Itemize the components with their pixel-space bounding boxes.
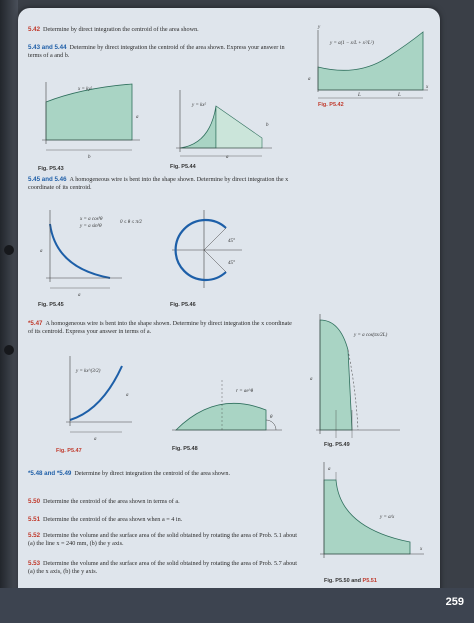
binder-edge [0,0,18,623]
problem-text: Determine the centroid of the area shown when a = 4 in. [43,516,183,523]
figure-p5-42 [298,22,430,108]
figure-p5-50-drawing [300,458,430,568]
problem-5-50 [28,498,298,506]
page-number: 259 [445,596,464,608]
dimension-label: b [88,155,91,160]
problem-text: Determine the volume and the surface area of the solid obtained by rotating the area of Prob. 5.1 about (a) the line x = 240 mm, (b) the y axis. [28,532,297,547]
problem-number: *5.48 and *5.49 [28,470,72,477]
dimension-label: a [136,115,139,120]
axis-label-y: y [318,25,321,30]
figure-p5-45-drawing [32,206,162,296]
problem-5-51 [28,516,298,524]
figure-p5-50 [300,458,430,584]
problem-text: Determine by direct integration the centroid of the area shown. Express your answer in terms of a and b. [28,44,285,59]
figure-caption: Fig. P5.44 [170,164,196,170]
figure-p5-44 [166,86,276,170]
figure-p5-44-drawing [166,86,276,160]
angle-label: θ [270,415,273,420]
problem-5-48-49 [28,470,298,478]
figure-p5-42-drawing [298,22,430,102]
dimension-label: a [94,437,97,442]
range-label: 0 ≤ θ ≤ π/2 [120,220,142,225]
equation-label: y = a cos(πx/2L) [354,333,388,338]
figure-p5-49-drawing [300,310,430,440]
dimension-label: b [266,123,269,128]
figure-p5-49 [300,310,430,448]
problem-number: 5.43 and 5.44 [28,44,67,51]
problem-number: *5.47 [28,320,43,327]
binder-hole [4,345,14,355]
figure-p5-45 [32,206,162,308]
problem-text: A homogeneous wire is bent into the shape shown. Determine by direct integration the x coordinate of its centroid. Express your answer in terms of a. [28,320,292,335]
figure-p5-47-drawing [32,350,142,440]
dimension-label: a [40,249,43,254]
dimension-label: a [308,77,311,82]
problem-text: Determine the centroid of the area shown in terms of a. [43,498,180,505]
figure-caption: Fig. P5.46 [170,302,196,308]
equation-label: x = ky² [78,87,93,92]
figure-caption: Fig. P5.42 [318,102,344,108]
dimension-label: a [310,377,313,382]
problem-number: 5.52 [28,532,41,539]
problem-5-53 [28,560,298,576]
dimension-label: a [78,293,81,298]
figure-p5-46-drawing [168,206,248,296]
figure-caption: Fig. P5.49 [324,442,350,448]
figure-p5-43 [32,78,142,172]
problem-5-43-44 [28,44,298,60]
equation-label: y = kx^(3/2) [76,369,101,374]
dimension-label: a [226,155,229,160]
problem-5-47 [28,320,298,336]
axis-label-x: x [426,85,429,90]
problem-number: 5.51 [28,516,41,523]
figure-caption: Fig. P5.45 [38,302,64,308]
problem-5-45-46 [28,176,298,192]
figure-caption: Fig. P5.50 and P5.51 [324,578,377,584]
figure-p5-46 [168,206,248,308]
problem-text: Determine the volume and the surface area of the solid obtained by rotating the area of Prob. 5.7 about (a) the x axis, (b) the y axis. [28,560,297,575]
problem-text: A homogeneous wire is bent into the shape shown. Determine by direct integration the x coordinate of its centroid. [28,176,289,191]
problem-number: 5.45 and 5.46 [28,176,67,183]
problem-text: Determine by direct integration the centroid of the area shown. [43,26,199,33]
binder-hole [4,245,14,255]
problem-5-42 [28,26,298,34]
axis-label-x: x [420,547,423,552]
dimension-label: L [358,93,361,98]
angle-label: 45° [228,239,235,244]
problem-number: 5.53 [28,560,41,567]
angle-label: 45° [228,261,235,266]
equation-label: y = a sin³θ [80,224,102,229]
bottom-strip [0,588,474,623]
equation-label: y = a(1 − x/L + x²/L²) [330,41,374,46]
textbook-page [18,8,440,608]
figure-p5-43-drawing [32,78,142,160]
equation-label: r = ae^θ [236,389,254,394]
figure-caption: Fig. P5.43 [38,166,64,172]
problem-text: Determine by direct integration the centroid of the area shown. [74,470,231,477]
figure-caption: Fig. P5.48 [172,446,198,452]
problem-number: 5.50 [28,498,41,505]
figure-p5-48-drawing [166,370,286,440]
equation-label: y = kx² [192,103,207,108]
dimension-label: a [126,393,129,398]
problem-number: 5.42 [28,26,41,33]
dimension-label: L [398,93,401,98]
figure-caption: Fig. P5.47 [56,448,82,454]
equation-label: x = a cos³θ [80,217,103,222]
figure-p5-48 [166,370,286,452]
dimension-label: a [328,467,331,472]
equation-label: y = a/x [380,515,395,520]
problem-5-52 [28,532,298,548]
figure-p5-47 [32,350,142,454]
